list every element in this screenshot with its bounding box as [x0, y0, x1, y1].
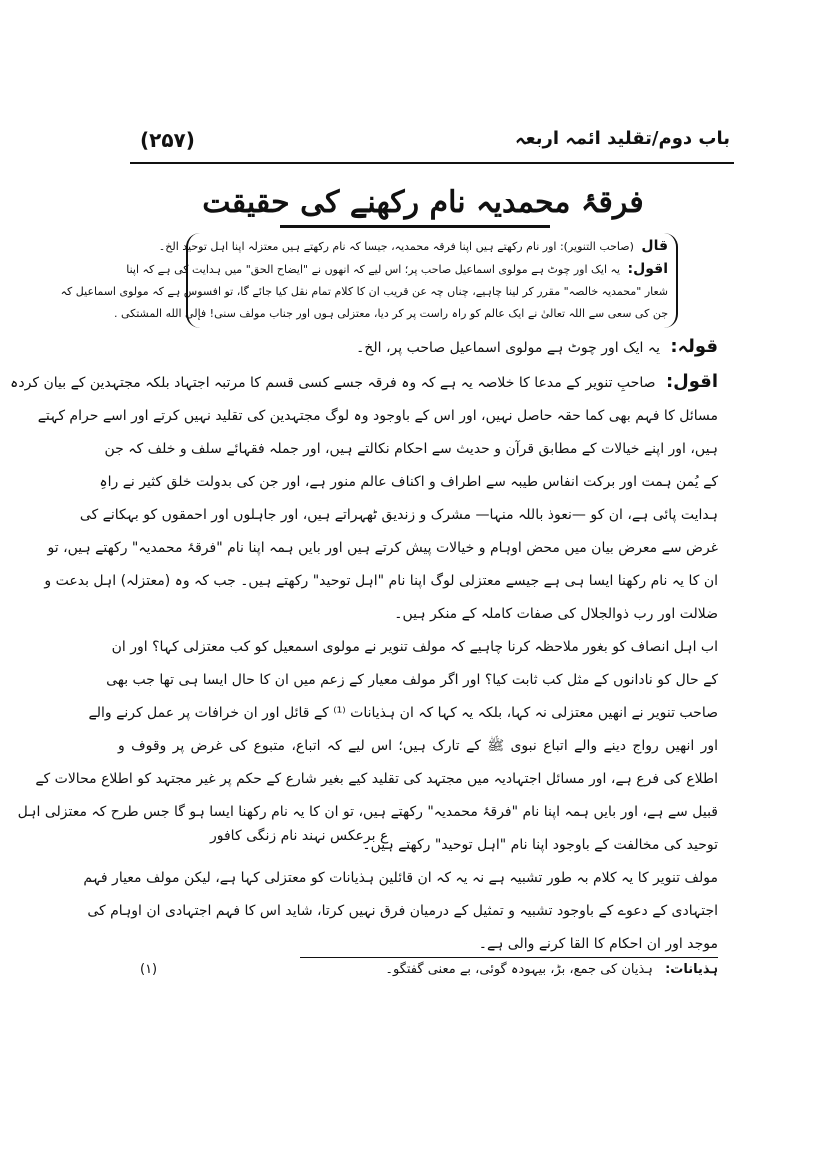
quote-text: (صاحب التنویر): اور نام رکھتے ہیں اپنا فرقہ محمدیہ، جیسا کہ نام رکھتے ہیں معتزلہ اپنا اہل توحید الخ۔: [158, 240, 634, 253]
text-line: صاحب تنویر نے انھیں معتزلی نہ کہا، بلکہ یہ کہا کہ ان ہذیانات ⁽¹⁾ کے قائل اور ان خرافات پر عمل کرنے والے: [88, 705, 718, 721]
qawluhu-label: قولہ:: [670, 336, 718, 357]
text-line: ان کا یہ نام رکھنا ایسا ہی ہے جیسے معتزلی لوگ اپنا نام "اہل توحید" رکھتے ہیں۔ جب کہ وہ (معتزلہ) اہل بدعت و: [44, 573, 718, 589]
quote-line: شعار "محمدیہ خالصہ" مقرر کر لینا چاہیے، چناں چہ عن قریب ان کا کلام تمام نقل کیا جائے گا، تو افسوس ہے کہ مولوی اسماعیل کہ: [60, 285, 668, 298]
page-number: (۲۵۷): [140, 128, 195, 152]
title-underline: [280, 225, 550, 228]
footnote-number: (۱): [140, 962, 158, 977]
text-line: ہدایت پائی ہے، ان کو —نعوذ باللہ منہا— مشرک و زندیق ٹھہراتے ہیں، اور جاہلوں اور احمقوں کو بہکانے کی: [79, 507, 718, 523]
text-line: غرض سے معرض بیان میں محض اوہام و خیالات پیش کرتے ہیں اور بایں ہمہ اپنا نام "فرقۂ محمدیہ" رکھتے ہیں، تو: [47, 540, 718, 556]
text-line: اب اہل انصاف کو بغور ملاحظہ کرنا چاہیے کہ مولف تنویر نے مولوی اسمعیل کو کب معتزلی کہا؟ اور ان: [111, 639, 718, 655]
text-line: توحید کی مخالفت کے باوجود اپنا نام "اہل توحید" رکھتے ہیں۔: [362, 837, 718, 853]
paragraph-text: صاحبِ تنویر کے مدعا کا خلاصہ یہ ہے کہ وہ فرقہ جسے کسی قسم کا مرتبہ اجتہاد بلکہ مجتہدین کے بیان کردہ: [10, 375, 656, 391]
aqool-label: اقول:: [665, 371, 718, 392]
text-line: [118, 330, 718, 365]
quote-line: [126, 258, 668, 281]
text-line: کے یُمن ہمت اور برکت انفاس طیبہ سے اطراف و اکناف عالم منور ہے، اور جن کی بدولت خلق کثیر نے راہِ: [99, 474, 718, 490]
footnote-rule: [300, 957, 718, 958]
section-title: فرقۂ محمدیہ نام رکھنے کی حقیقت: [202, 185, 644, 220]
text-line: ضلالت اور رب ذوالجلال کی صفات کاملہ کے منکر ہیں۔: [394, 606, 718, 622]
main-text: [10, 330, 718, 961]
quote-line: [158, 235, 668, 258]
couplet: ع برعکس نہند نام زنگی کافور: [210, 828, 389, 844]
text-line: موجد اور ان احکام کا القا کرنے والی ہے۔: [478, 936, 718, 952]
qawluhu-text: یہ ایک اور چوٹ ہے مولوی اسماعیل صاحب پر، الخ۔: [356, 340, 660, 356]
quote-text: یہ ایک اور چوٹ ہے مولوی اسماعیل صاحب پر؛ اس لیے کہ انھوں نے "ایضاح الحق" میں ہدایت کی ہے کہ اپنا: [126, 263, 620, 276]
footnote-text: ہذیان کی جمع، بڑ، بیہودہ گوئی، بے معنی گفتگو۔: [385, 962, 653, 977]
text-line: اطلاع کی فرع ہے، اور مسائل اجتہادیہ میں مجتہد کی تقلید کیے بغیر شارع کے حکم پر غیر مجتہد کو اطلاع محالات کے: [35, 771, 718, 787]
aqool-label: اقول:: [627, 261, 668, 277]
kaala-label: قال: [641, 238, 668, 254]
footnote-term: ہذیانات:: [665, 962, 718, 977]
text-line: کے حال کو نادانوں کے مثل کب ثابت کیا؟ اور اگر مولف معیار کے زعم میں ان کا حال ایسا ہی تھا جب بھی: [106, 672, 718, 688]
text-line: مسائل کا فہم بھی کما حقہ حاصل نہیں، اور اس کے باوجود وہ لوگ مجتہدین کی تقلید نہیں کرتے اور اسے حرام کہتے: [37, 408, 718, 424]
text-line: قبیل سے ہے، اور بایں ہمہ اپنا نام "فرقۂ محمدیہ" رکھتے ہیں، تو ان کا یہ نام رکھنا ایسا ہو گا جس طرح کہ معتزلی اہل: [17, 804, 718, 820]
quote-line: جن کی سعی سے اللہ تعالیٰ نے ایک عالم کو راہ راست پر کر دیا، معتزلی ہوں اور جناب مولف سنی! فإلى الله المشتكى .: [113, 307, 668, 320]
text-line: اجتہادی کے دعوے کے باوجود تشبیہ و تمثیل کے درمیان فرق نہیں کرتا، شاید اس کا فہم اجتہادی ان اوہام کی: [87, 903, 718, 919]
text-line: مولف تنویر کا یہ کلام بہ طور تشبیہ ہے نہ یہ کہ ان قائلین ہذیانات کو معتزلی کہا ہے، لیکن مولف معیار فہم: [83, 870, 718, 886]
header-rule: [130, 162, 734, 164]
text-line: [10, 365, 718, 400]
text-line: ہیں، اور اپنے خیالات کے مطابق قرآن و حدیث سے احکام نکالتے ہیں، اور جملہ فقہائے سلف و خلف کہ جن: [104, 441, 718, 457]
running-title: باب دوم/تقلید ائمہ اربعہ: [515, 128, 730, 149]
text-line: اور انھیں رواج دینے والے اتباع نبوی ﷺ کے تارک ہیں؛ اس لیے کہ اتباع، متبوع کی غرض پر وقوف و: [118, 738, 718, 754]
footnote: [140, 962, 718, 977]
quote-box: [60, 233, 678, 328]
